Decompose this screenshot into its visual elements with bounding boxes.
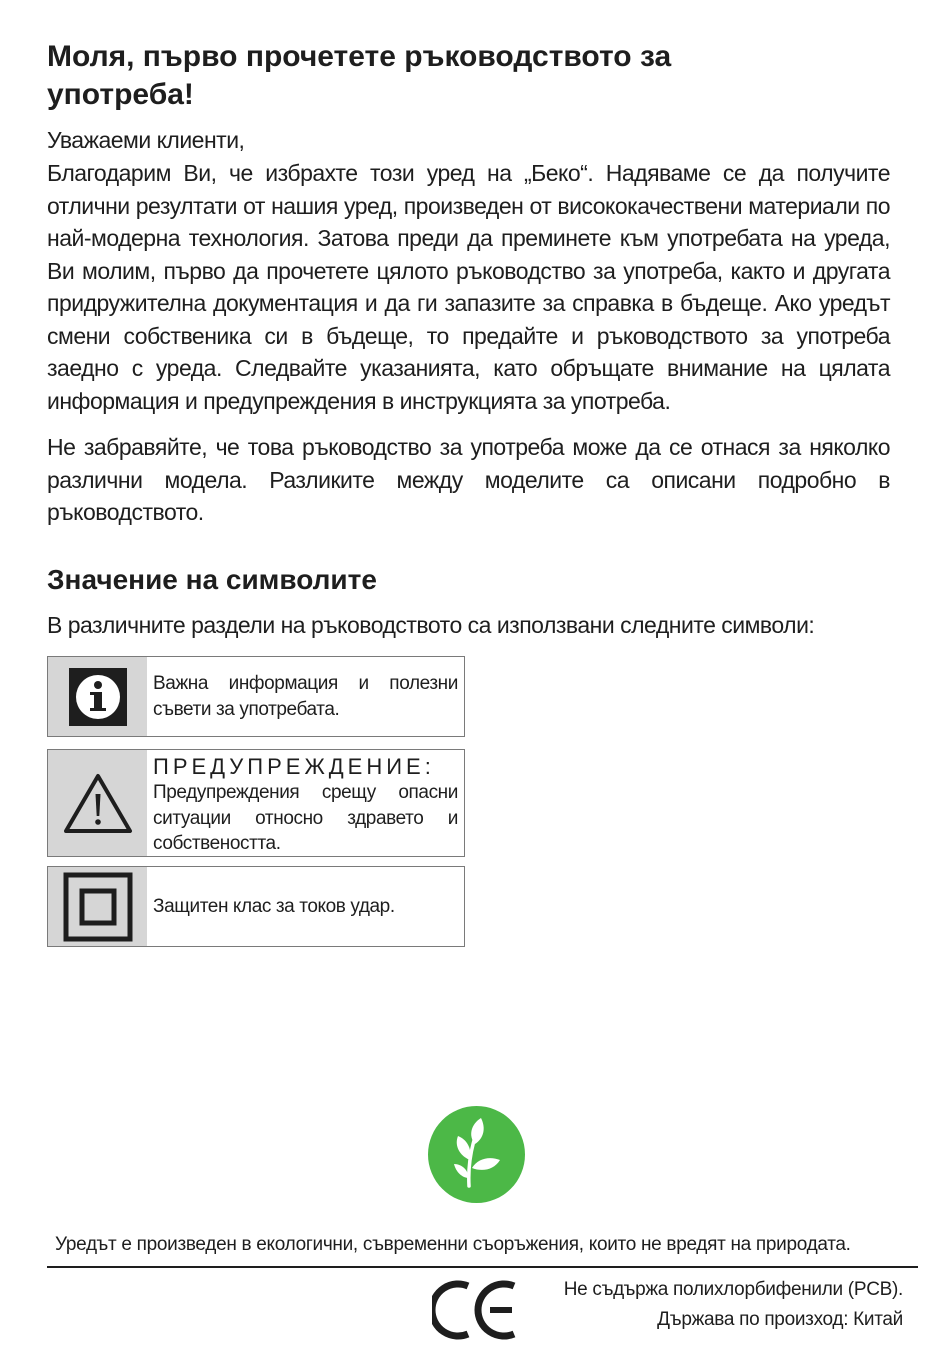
intro-paragraph: Благодарим Ви, че избрахте този уред на „Беко“. Надяваме се да получите отлични резултати от нашия уред, произведен от висококачествени материали по най-модерна технология. Затова преди да преминете към употребата на уреда, Ви молим, първо да прочетете цялото ръководство за употреба, както и другата придружителна документация и да ги запазите за справка в бъдеще. Ако уредът смени собственика си в бъдеще, то предайте и ръководството за употреба заедно с уреда. Следвайте указанията, като обръщате внимание на цялата информация и предупреждения в инструкцията за употреба. [47,160,890,414]
pcb-note: Не съдържа полихлорбифенили (PCB). [563,1279,903,1300]
warning-triangle-icon [48,750,147,856]
symbol-warning-text: Предупреждения срещу опасни ситуации относно здравето и собствеността. [153,782,458,854]
symbol-info-text: Важна информация и полезни съвети за употребата. [153,673,458,720]
leaf-icon [428,1106,525,1203]
info-icon [48,657,147,736]
models-note-paragraph: Не забравяйте, че това ръководство за употреба може да се отнася за няколко различни модела. Разликите между моделите са описани подробно в ръководството. [47,434,890,525]
symbols-intro: В различните раздели на ръководството са използвани следните символи: [47,612,815,638]
ce-mark-icon [432,1278,520,1342]
country-of-origin: Държава по произход: Китай [657,1309,903,1330]
protection-class-icon [48,867,147,946]
eco-statement: Уредът е произведен в екологични, съвременни съоръжения, които не вредят на природата. [55,1234,851,1255]
symbols-heading: Значение на символите [47,564,377,595]
symbol-protection-class-box [47,866,465,947]
symbol-protection-class-text: Защитен клас за токов удар. [153,895,395,917]
page-title: Моля, първо прочетете ръководството за употреба! [47,40,672,111]
greeting: Уважаеми клиенти, [47,127,245,153]
symbol-info-box [47,656,465,737]
symbol-warning-box [47,749,465,857]
footer-divider [47,1266,918,1268]
warning-title: ПРЕДУПРЕЖДЕНИЕ: [153,754,435,779]
